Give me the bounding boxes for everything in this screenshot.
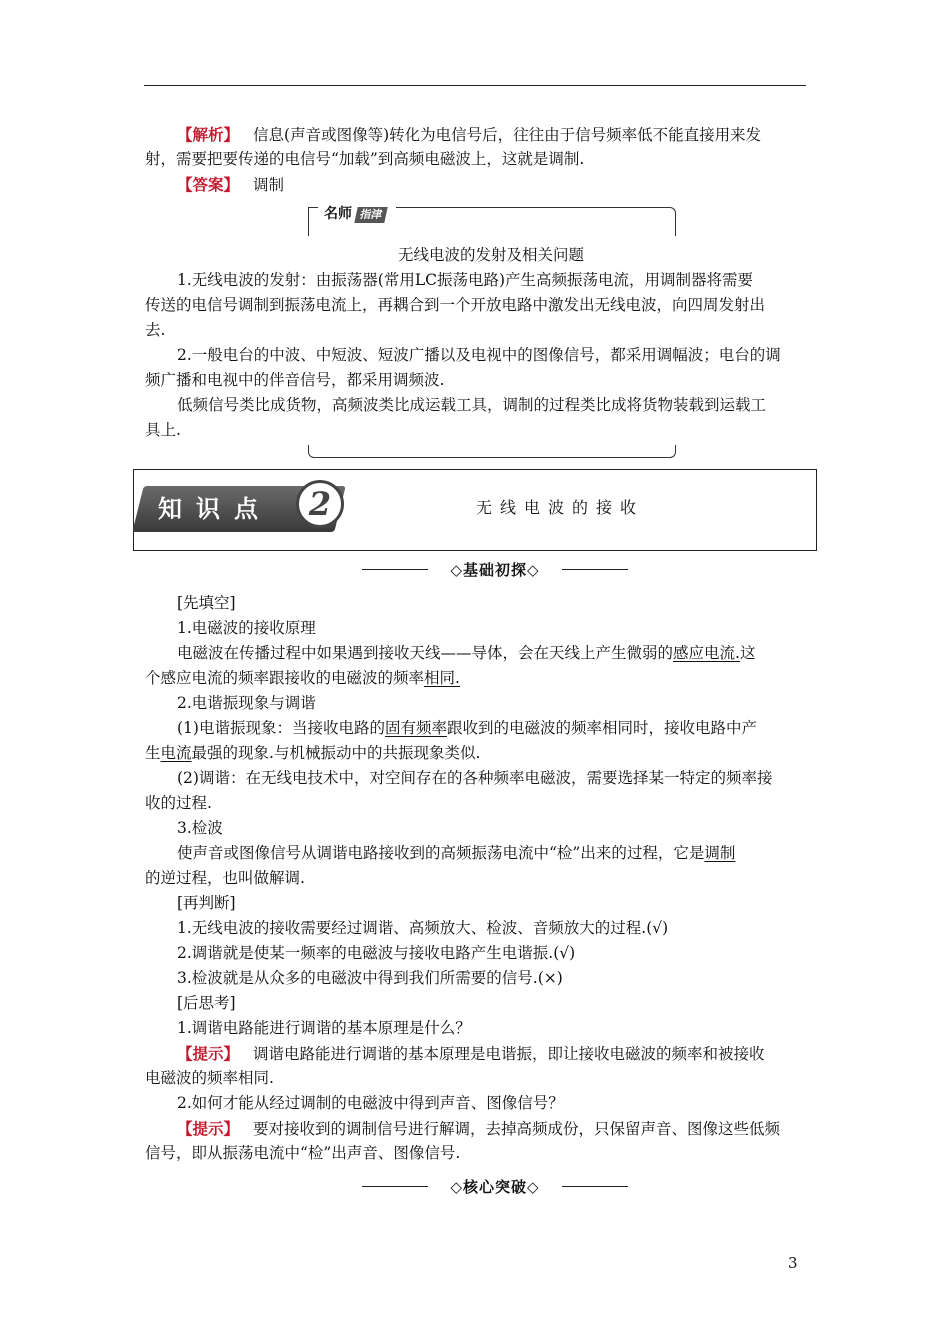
tuning-line1: (2)调谐：在无线电技术中，对空间存在的各种频率电磁波，需要选择某一特定的频率接 [177,769,773,787]
section-heading-basics: ◇基础初探◇ [362,559,628,581]
question-1: 1.调谐电路能进行调谐的基本原理是什么？ [177,1019,471,1037]
detection-line2: 的逆过程，也叫做解调. [145,869,305,887]
tips-p2-line1: 2.一般电台的中波、中短波、短波广播以及电视中的图像信号，都采用调幅波；电台的调 [177,346,781,364]
hint-2-line2: 信号，即从振荡电流中“检”出声音、图像信号. [145,1144,461,1162]
heading-rule-right [562,569,628,570]
tips-p3-line1: 低频信号类比成货物，高频波类比成运载工具，调制的过程类比成将货物装载到运载工 [177,396,767,414]
heading-receive-principle: 1.电磁波的接收原理 [177,619,316,637]
tips-p1-line3: 去. [145,321,166,339]
analysis-line2: 射，需要把要传递的电信号“加载”到高频电磁波上，这就是调制. [145,150,585,168]
tips-p3-line2: 具上. [145,421,181,439]
hint-tag: 【提示】 [177,1044,240,1063]
question-2: 2.如何才能从经过调制的电磁波中得到声音、图像信号？ [177,1094,564,1112]
heading-resonance: 2.电谐振现象与调谐 [177,694,316,712]
hint-2-line1: 【提示】 要对接收到的调制信号进行解调，去掉高频成份，只保留声音、图像这些低频 [177,1119,781,1138]
resonance-line2: 生电流最强的现象.与机械振动中的共振现象类似. [145,744,481,762]
judge-item-1: 1.无线电波的接收需要经过调谐、高频放大、检波、音频放大的过程.(√) [177,919,669,937]
judge-tag: [再判断] [177,894,236,912]
heading-rule-right [562,1186,628,1187]
tips-p2-line2: 频广播和电视中的伴音信号，都采用调频波. [145,371,445,389]
heading-detection: 3.检波 [177,819,223,837]
judge-item-2: 2.调谐就是使某一频率的电磁波与接收电路产生电谐振.(√) [177,944,576,962]
page-number: 3 [788,1254,798,1272]
fill-tag: [先填空] [177,594,236,612]
hint-1-line1: 【提示】 调谐电路能进行调谐的基本原理是电谐振，即让接收电磁波的频率和被接收 [177,1044,765,1063]
tuning-line2: 收的过程. [145,794,212,812]
principle-line1: 电磁波在传播过程中如果遇到接收天线——导体，会在天线上产生微弱的感应电流.这 [177,644,756,662]
tips-p1-line1: 1.无线电波的发射：由振荡器(常用LC振荡电路)产生高频振荡电流，用调制器将需要 [177,271,754,289]
knowledge-point-title: 无线电波的接收 [475,498,644,517]
header-rule [144,85,806,86]
heading-rule-left [362,569,428,570]
knowledge-point-number: 2 [296,480,344,528]
tips-title: 无线电波的发射及相关问题 [397,246,584,264]
think-tag: [后思考] [177,994,236,1012]
section-heading-core: ◇核心突破◇ [362,1176,628,1198]
tips-box-bottom [308,445,676,458]
blank-answer: 电流 [160,744,192,762]
knowledge-point-label: 知识点 [158,495,272,523]
principle-line2: 个感应电流的频率跟接收的电磁波的频率相同. [145,669,460,687]
blank-answer: 固有频率 [384,719,447,737]
answer-paragraph: 【答案】 调制 [177,175,285,194]
detection-line1: 使声音或图像信号从调谐电路接收到的高频振荡电流中“检”出来的过程，它是调制 [177,844,736,862]
blank-answer: 调制 [704,844,736,862]
judge-item-3: 3.检波就是从众多的电磁波中得到我们所需要的信号.(×) [177,969,563,987]
resonance-line1: (1)电谐振现象：当接收电路的固有频率跟收到的电磁波的频率相同时，接收电路中产 [177,719,757,737]
blank-answer: 感应电流. [673,644,740,662]
blank-answer: 相同. [424,669,460,687]
hint-tag: 【提示】 [177,1119,240,1138]
tips-label: 名师 指津 [318,203,396,225]
heading-rule-left [362,1186,428,1187]
analysis-paragraph: 【解析】 信息(声音或图像等)转化为电信号后，往往由于信号频率低不能直接用来发 [177,125,762,144]
tips-p1-line2: 传送的电信号调制到振荡电流上，再耦合到一个开放电路中激发出无线电波，向四周发射出 [145,296,766,314]
analysis-tag: 【解析】 [177,125,240,144]
answer-tag: 【答案】 [177,175,240,194]
hint-1-line2: 电磁波的频率相同. [145,1069,274,1087]
